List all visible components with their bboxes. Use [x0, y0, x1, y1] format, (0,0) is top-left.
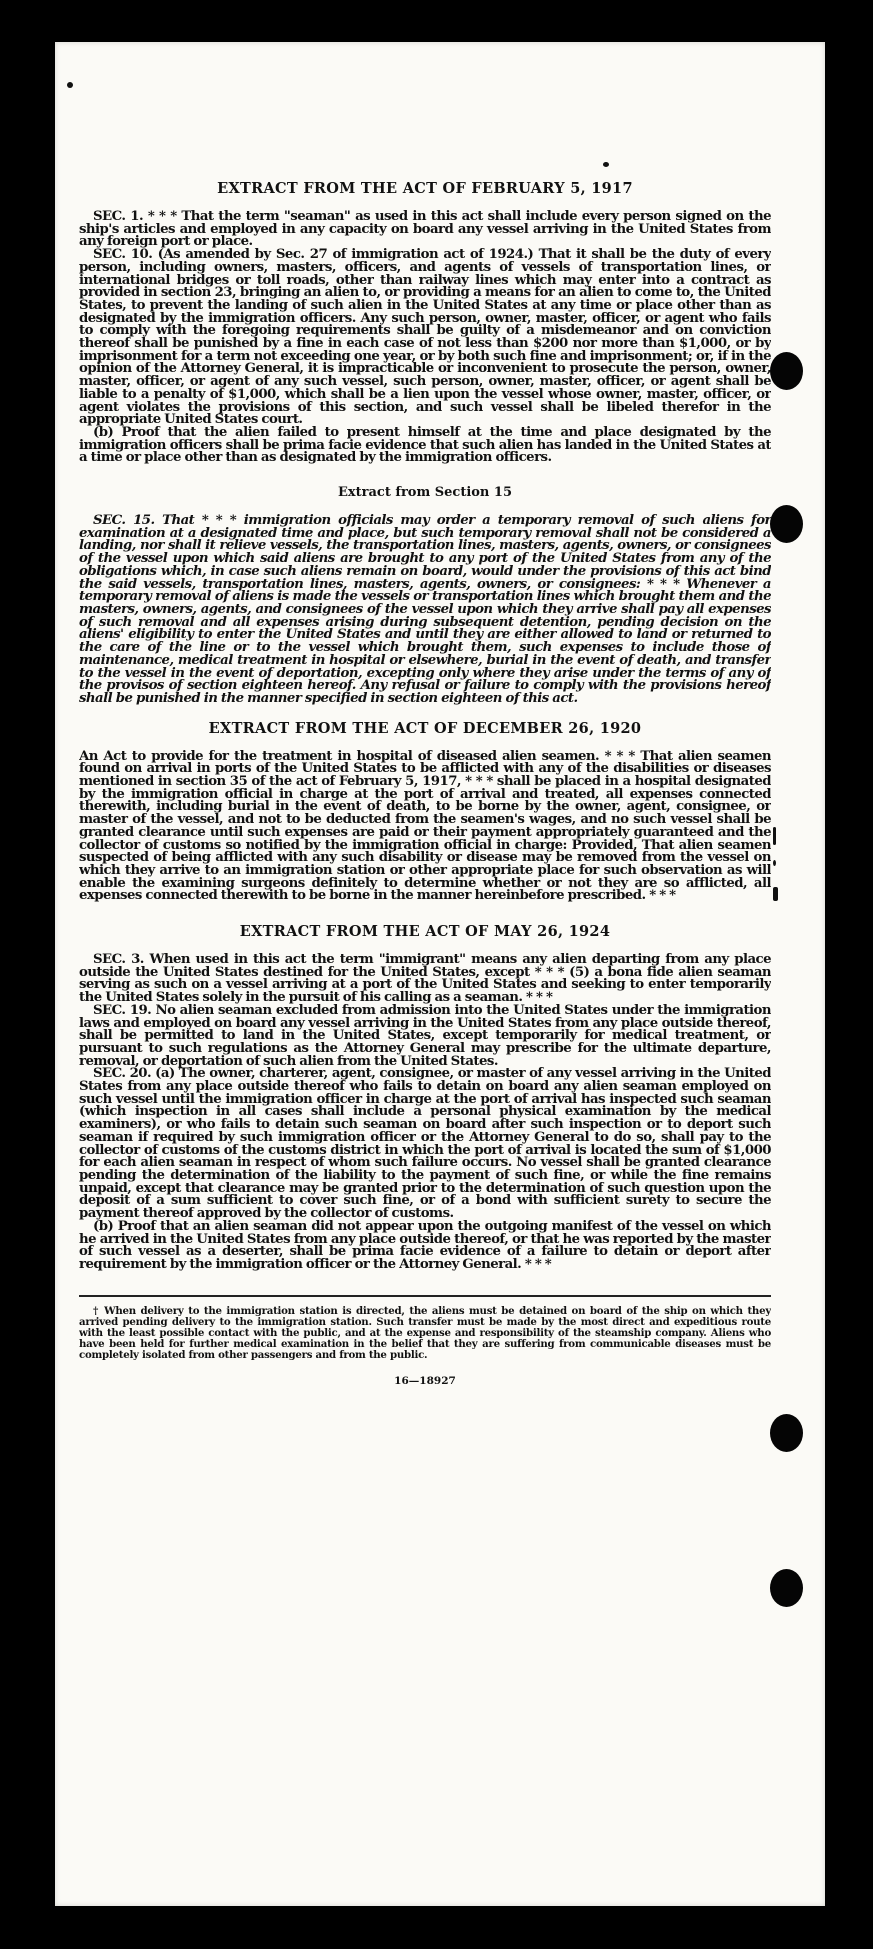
ink-speck — [773, 827, 776, 845]
paragraph: (b) Proof that an alien seaman did not appear upon the outgoing manifest of the vessel on which he arrived in the United States from any place outside thereof, or that he was reported by the master of such vessel as a deserter, shall be prima facie evidence of a failure to detain or deport after requirement by the immigration officer or the Attorney General. * * * — [79, 1218, 771, 1272]
paragraph: SEC. 19. No alien seaman excluded from admission into the United States under the immigration laws and employed on board any vessel arriving in the United States from any place outside thereof, shall be permitted to land in the United States, except temporarily for medical treatment, or pursuant to such regulations as the Attorney General may prescribe for the ultimate departure, removal, or deportation of such alien from the United States. — [79, 1002, 771, 1069]
punch-hole — [770, 1569, 803, 1607]
ink-speck — [67, 82, 73, 88]
ink-speck — [603, 162, 609, 167]
paragraph: (b) Proof that the alien failed to present himself at the time and place designated by the immigration officers shall be prima facie evidence that such alien has landed in the United States at a time or place other than as designated by the immigration officers. — [79, 424, 771, 466]
paragraph: SEC. 3. When used in this act the term "immigrant" means any alien departing from any place outside the United States destined for the United States, except * * * (5) a bona fide alien seaman serving as such on a vessel arriving at a port of the United States and seeking to enter temporarily the United States solely in the pursuit of his calling as a seaman. * * * — [79, 952, 771, 1006]
page-number: 16—18927 — [394, 1374, 456, 1387]
divider — [79, 1295, 771, 1297]
section-heading: EXTRACT FROM THE ACT OF DECEMBER 26, 1920 — [208, 719, 642, 737]
document-body — [79, 178, 771, 1878]
paragraph: An Act to provide for the treatment in hospital of diseased alien seamen. * * * That alien seamen found on arrival in ports of the United States to be afflicted with any of the disabilities or diseases mentioned in section 35 of the act of February 5, 1917, * * * shall be placed in a hospital designated by the immigration official in charge at the port of arrival and treated, all expenses connected therewith, including burial in the event of death, to be borne by the owner, agent, consignee, or master of the vessel, and not to be deducted from the seamen's wages, and no such vessel shall be granted clearance until such expenses are paid or their payment appropriately guaranteed and the collector of customs so notified by the immigration official in charge: Provided, That alien seamen suspected of being afflicted with any such disability or disease may be removed from the vessel on which they arrive to an immigration station or other appropriate place for such observation as will enable the examining surgeons definitely to determine whether or not they are so afflicted, all expenses connected therewith to be borne in the manner hereinbefore prescribed. * * * — [79, 748, 771, 904]
paragraph: SEC. 20. (a) The owner, charterer, agent, consignee, or master of any vessel arriving in the United States from any place outside thereof who fails to detain on board any alien seaman employed on such vessel until the immigration officer in charge at the port of arrival has inspected such seaman (which inspection in all cases shall include a personal physical examination by the medical examiners), or who fails to detain such seaman on board after such inspection or to deport such seaman if required by such immigration officer or the Attorney General to do so, shall pay to the collector of customs of the customs district in which the port of arrival is located the sum of $1,000 for each alien seaman in respect of whom such failure occurs. No vessel shall be granted clearance pending the determination of the liability to the payment of such fine, or while the fine remains unpaid, except that clearance may be granted prior to the determination of such question upon the deposit of a sum sufficient to cover such fine, or of a bond with sufficient surety to secure the payment thereof approved by the collector of customs. — [79, 1066, 771, 1222]
paragraph: SEC. 10. (As amended by Sec. 27 of immigration act of 1924.) That it shall be the duty of every person, including owners, masters, officers, and agents of vessels of transportation lines, or international bridges or toll roads, other than railway lines which may enter into a contract as provided in section 23, bringing an alien to, or providing a means for an alien to come to, the United States, to prevent the landing of such alien in the United States at any time or place other than as designated by the immigration officers. Any such person, owner, master, officer, or agent who fails to comply with the foregoing requirements shall be guilty of a misdemeanor and on conviction thereof shall be punished by a fine in each case of not less than $200 nor more than $1,000, or by imprisonment for a term not exceeding one year, or by both such fine and imprisonment; or, if in the opinion of the Attorney General, it is impracticable or inconvenient to prosecute the person, owner, master, officer, or agent of any such vessel, such person, owner, master, officer, or agent shall be liable to a penalty of $1,000, which shall be a lien upon the vessel whose owner, master, officer, or agent violates the provisions of this section, and such vessel shall be libeled therefor in the appropriate United States court. — [79, 247, 771, 428]
paragraph: SEC. 15. That * * * immigration officials may order a temporary removal of such aliens for examination at a designated time and place, but such temporary removal shall not be considered a landing, nor shall it relieve vessels, the transportation lines, masters, agents, owners, or consignees of the vessel upon which said aliens are brought to any port of the United States from any of the obligations which, in case such aliens remain on board, would under the provisions of this act bind the said vessels, transportation lines, masters, agents, owners, or consignees: * * * Whenever a temporary removal of aliens is made the vessels or transportation lines which brought them and the masters, owners, agents, and consignees of the vessel upon which they arrive shall pay all expenses of such removal and all expenses arising during subsequent detention, pending decision on the aliens' eligibility to enter the United States and until they are either allowed to land or returned to the care of the line or to the vessel which brought them, such expenses to include those of maintenance, medical treatment in hospital or elsewhere, burial in the event of death, and transfer to the vessel in the event of deportation, excepting only where they arise under the terms of any of the provisos of section eighteen hereof. Any refusal or failure to comply with the provisions hereof shall be punished in the manner specified in section eighteen of this act. — [79, 513, 771, 706]
ink-speck — [773, 887, 778, 901]
section-subheading: Extract from Section 15 — [337, 485, 513, 501]
paragraph: SEC. 1. * * * That the term "seaman" as used in this act shall include every person signed on the ship's articles and employed in any capacity on board any vessel arriving in the United States from any foreign port or place. — [79, 209, 771, 250]
section-heading: EXTRACT FROM THE ACT OF FEBRUARY 5, 1917 — [217, 180, 633, 197]
footnote: † When delivery to the immigration station is directed, the aliens must be detained on board of the ship on which they arrived pending delivery to the immigration station. Such transfer must be made by the most direct and expeditious route with the least possible contact with the public, and at the expense and responsibility of the steamship company. Aliens who have been held for further medical examination in the belief that they are suffering from communicable diseases must be completely isolated from other passengers and from the public. — [79, 1304, 771, 1361]
punch-hole — [770, 1414, 803, 1452]
punch-hole — [770, 505, 803, 543]
section-heading: EXTRACT FROM THE ACT OF MAY 26, 1924 — [239, 923, 611, 941]
punch-hole — [770, 352, 803, 390]
ink-speck — [773, 860, 776, 866]
